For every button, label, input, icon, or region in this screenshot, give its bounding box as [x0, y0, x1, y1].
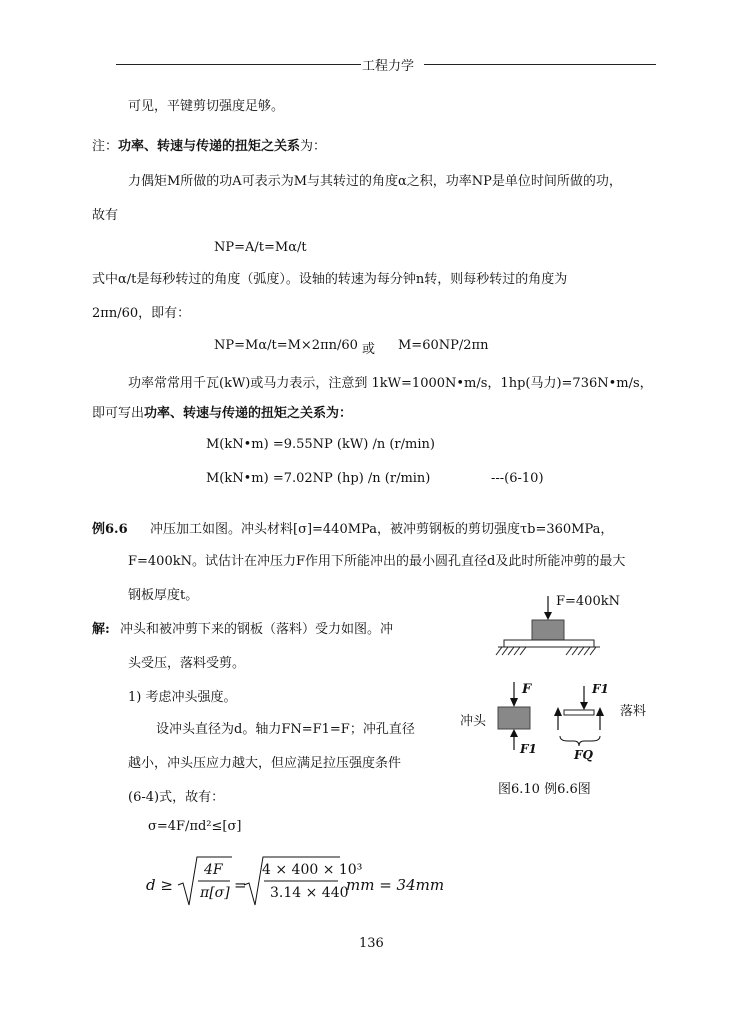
header-rule-left: [116, 64, 361, 65]
figure-force-fq: FQ: [574, 748, 593, 762]
solution-line5: (6-4)式，故有：: [128, 790, 225, 805]
solution-line3: 设冲头直径为d。轴力FN=F1=F；冲孔直径: [156, 722, 415, 737]
formula-lhs: d ≥: [146, 876, 173, 894]
formula-num1: 4F: [204, 862, 223, 878]
equation-or: 或: [362, 342, 376, 357]
solution-condition: σ=4F/πd²≤[σ]: [148, 819, 242, 834]
work-paragraph-line1: 力偶矩M所做的功A可表示为M与其转过的角度α之积，功率NP是单位时间所做的功，: [128, 174, 622, 189]
work-paragraph-line2: 故有: [92, 208, 119, 223]
note-title: 功率、转速与传递的扭矩之关系: [118, 139, 301, 154]
header-title: 工程力学: [362, 59, 415, 74]
equation-power: NP=A/t=Mα/t: [214, 240, 307, 255]
angle-paragraph-line1: 式中α/t是每秒转过的角度（弧度）。设轴的转速为每分钟n转，则每秒转过的角度为: [92, 272, 568, 287]
figure-force-f: F: [522, 682, 532, 697]
page-number: 136: [359, 936, 384, 951]
figure-force-top: F=400kN: [556, 594, 620, 609]
angle-paragraph-line2: 2πn/60，即有：: [92, 306, 191, 321]
solution-line4: 越小，冲头压应力越大，但应满足拉压强度条件: [128, 756, 402, 771]
equation-moment: M=60NP/2πn: [398, 338, 489, 353]
equation-power-speed: NP=Mα/t=M×2πn/60: [214, 338, 358, 353]
relation-prefix: 即可写出: [92, 406, 145, 421]
figure-label-slug: 落料: [620, 704, 647, 719]
equation-kw: M(kN•m) =9.55NP (kW) /n (r/min): [206, 437, 435, 452]
example-line2: F=400kN。试估计在冲压力F作用下所能冲出的最小圆孔直径d及此时所能冲剪的最大: [128, 554, 626, 569]
solution-line2: 头受压，落料受剪。: [128, 656, 246, 671]
figure-label-punch: 冲头: [460, 714, 487, 729]
formula-num2: 4 × 400 × 10³: [262, 862, 363, 878]
figure-force-f1-bottom: F1: [520, 742, 537, 756]
equation-number: ---(6-10): [491, 471, 544, 486]
equation-hp: M(kN•m) =7.02NP (hp) /n (r/min): [206, 471, 431, 486]
units-paragraph: 功率常常用千瓦(kW)或马力表示，注意到 1kW=1000N•m/s，1hp(马力)=736N•m/s，: [128, 376, 653, 391]
solution-label: 解:: [92, 622, 110, 637]
example-line1: 冲压加工如图。冲头材料[σ]=440MPa，被冲剪钢板的剪切强度τb=360MPa，: [150, 522, 614, 537]
figure-force-f1-top: F1: [592, 682, 609, 696]
solution-line1: 冲头和被冲剪下来的钢板（落料）受力如图。冲: [120, 622, 394, 637]
relation-line: [92, 402, 352, 421]
note-suffix: 为：: [300, 139, 327, 154]
solution-step1: 1) 考虑冲头强度。: [128, 690, 237, 705]
header-rule-right: [424, 64, 656, 65]
relation-title: 功率、转速与传递的扭矩之关系为：: [144, 406, 353, 421]
formula-den2: 3.14 × 440: [270, 885, 349, 901]
example-line3: 钢板厚度t。: [128, 588, 199, 603]
formula-equals: =: [234, 876, 247, 894]
figure-punch-diagram: [488, 590, 638, 790]
formula-result: mm = 34mm: [346, 876, 445, 894]
example-label: 例6.6: [92, 522, 128, 537]
note-prefix: 注：: [92, 139, 119, 154]
formula-den1: π[σ]: [200, 885, 230, 901]
note-line: [92, 135, 326, 154]
figure-caption: 图6.10 例6.6图: [498, 782, 591, 797]
conclusion-text: 可见，平键剪切强度足够。: [128, 99, 285, 114]
